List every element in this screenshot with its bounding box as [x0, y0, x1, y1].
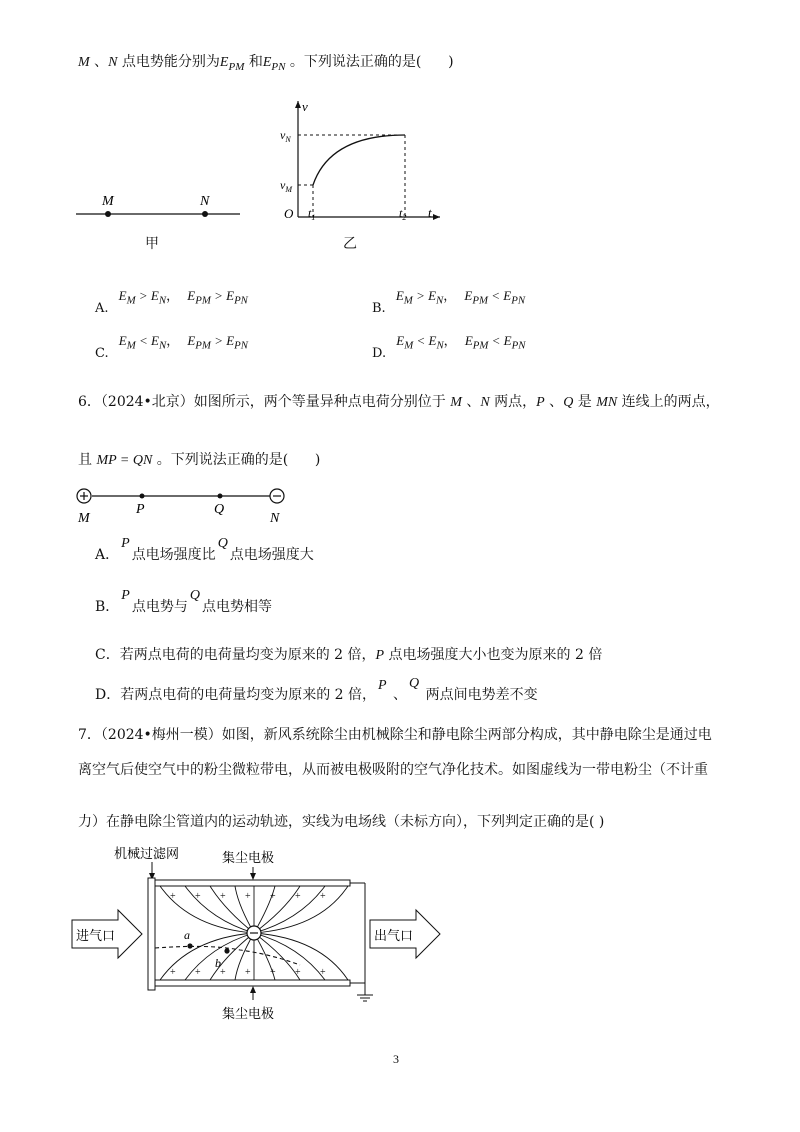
svg-text:+: + — [270, 967, 276, 978]
svg-text:+: + — [320, 891, 326, 902]
svg-text:集尘电极: 集尘电极 — [222, 1006, 275, 1021]
svg-text:+: + — [320, 967, 326, 978]
q6-line1: 6．（2024•北京）如图所示，两个等量异种点电荷分别位于 M 、N 两点，P 、Q 是 MN 连线上的两点， — [78, 394, 720, 410]
svg-text:+: + — [220, 891, 226, 902]
point-m — [105, 211, 111, 217]
label-n: N — [200, 194, 210, 209]
figure-jia — [70, 180, 250, 260]
svg-text:O: O — [284, 206, 294, 221]
svg-text:+: + — [295, 967, 301, 978]
svg-text:+: + — [195, 891, 201, 902]
q7-line2: 离空气后使空气中的粉尘微粒带电，从而被电极吸附的空气净化技术。如图虚线为一带电粉尘（不计重 — [78, 762, 708, 778]
svg-text:v: v — [302, 99, 308, 114]
q5-option-c[interactable]: C. $E_M < E_N$， $E_{PM} > E_{PN}$ — [95, 333, 248, 361]
svg-text:+: + — [245, 967, 251, 978]
svg-text:P: P — [136, 502, 145, 517]
figure-yi-label: 乙 — [343, 236, 357, 252]
svg-text:Q: Q — [214, 502, 225, 517]
svg-text:t2: $t_2$ — [399, 206, 407, 222]
svg-text:+: + — [270, 891, 276, 902]
q6-option-a[interactable]: A．P点电场强度比Q点电场强度大 — [95, 536, 314, 563]
svg-text:出气口: 出气口 — [374, 928, 414, 943]
q6-option-c[interactable]: C．若两点电荷的电荷量均变为原来的 2 倍，P 点电场强度大小也变为原来的 2 倍 — [95, 647, 603, 663]
q5-option-a[interactable]: A. $E_M > E_N$， $E_{PM} > E_{PN}$ — [95, 288, 248, 316]
svg-text:M: M — [78, 511, 90, 526]
svg-text:集尘电极: 集尘电极 — [222, 850, 275, 865]
q6-option-d[interactable]: D．若两点电荷的电荷量均变为原来的 2 倍，P 、Q 两点间电势差不变 — [95, 676, 538, 703]
svg-text:vM: $v_M$ — [280, 178, 292, 194]
svg-text:+: + — [295, 891, 301, 902]
q7-figure — [70, 840, 470, 1025]
svg-text:vN: $v_N$ — [280, 128, 291, 144]
q5-line: M 、N 点电势能分别为$E_{PM}$ 和$E_{PN}$ 。下列说法正确的是( ) — [78, 54, 454, 73]
q7-line1: 7．（2024•梅州一模）如图，新风系统除尘由机械除尘和静电除尘两部分构成，其中静电除尘是通过电 — [78, 727, 712, 743]
velocity-curve — [313, 135, 405, 185]
q5-option-b[interactable]: B. $E_M > E_N$， $E_{PM} < E_{PN}$ — [372, 288, 526, 316]
point-q — [218, 494, 223, 499]
q6-figure — [70, 482, 300, 528]
svg-text:进气口: 进气口 — [76, 928, 116, 943]
svg-text:a: a — [184, 928, 190, 942]
svg-text:t1: $t_1$ — [308, 206, 316, 222]
page-number: 3 — [393, 1052, 399, 1066]
svg-text:b: b — [215, 956, 221, 970]
svg-text:+: + — [170, 891, 176, 902]
svg-text:+: + — [170, 967, 176, 978]
filter-mesh — [148, 878, 155, 990]
svg-text:t: t — [428, 205, 432, 220]
point-p — [140, 494, 145, 499]
figure-jia-label: 甲 — [145, 236, 159, 252]
q7-line3: 力）在静电除尘管道内的运动轨迹，实线为电场线（未标方向），下列判定正确的是( ) — [78, 814, 605, 830]
svg-text:机械过滤网: 机械过滤网 — [114, 846, 180, 861]
label-m: M — [102, 194, 114, 209]
svg-text:+: + — [195, 967, 201, 978]
svg-text:+: + — [220, 967, 226, 978]
point-n — [202, 211, 208, 217]
q5-option-d[interactable]: D. $E_M < E_N$， $E_{PM} < E_{PN}$ — [372, 333, 526, 361]
q6-line2: 且 MP = QN 。下列说法正确的是( ) — [78, 452, 321, 468]
svg-text:+: + — [245, 891, 251, 902]
svg-text:N: N — [270, 511, 280, 526]
figure-yi — [270, 95, 450, 230]
q6-option-b[interactable]: B．P点电势与Q点电势相等 — [95, 588, 272, 615]
